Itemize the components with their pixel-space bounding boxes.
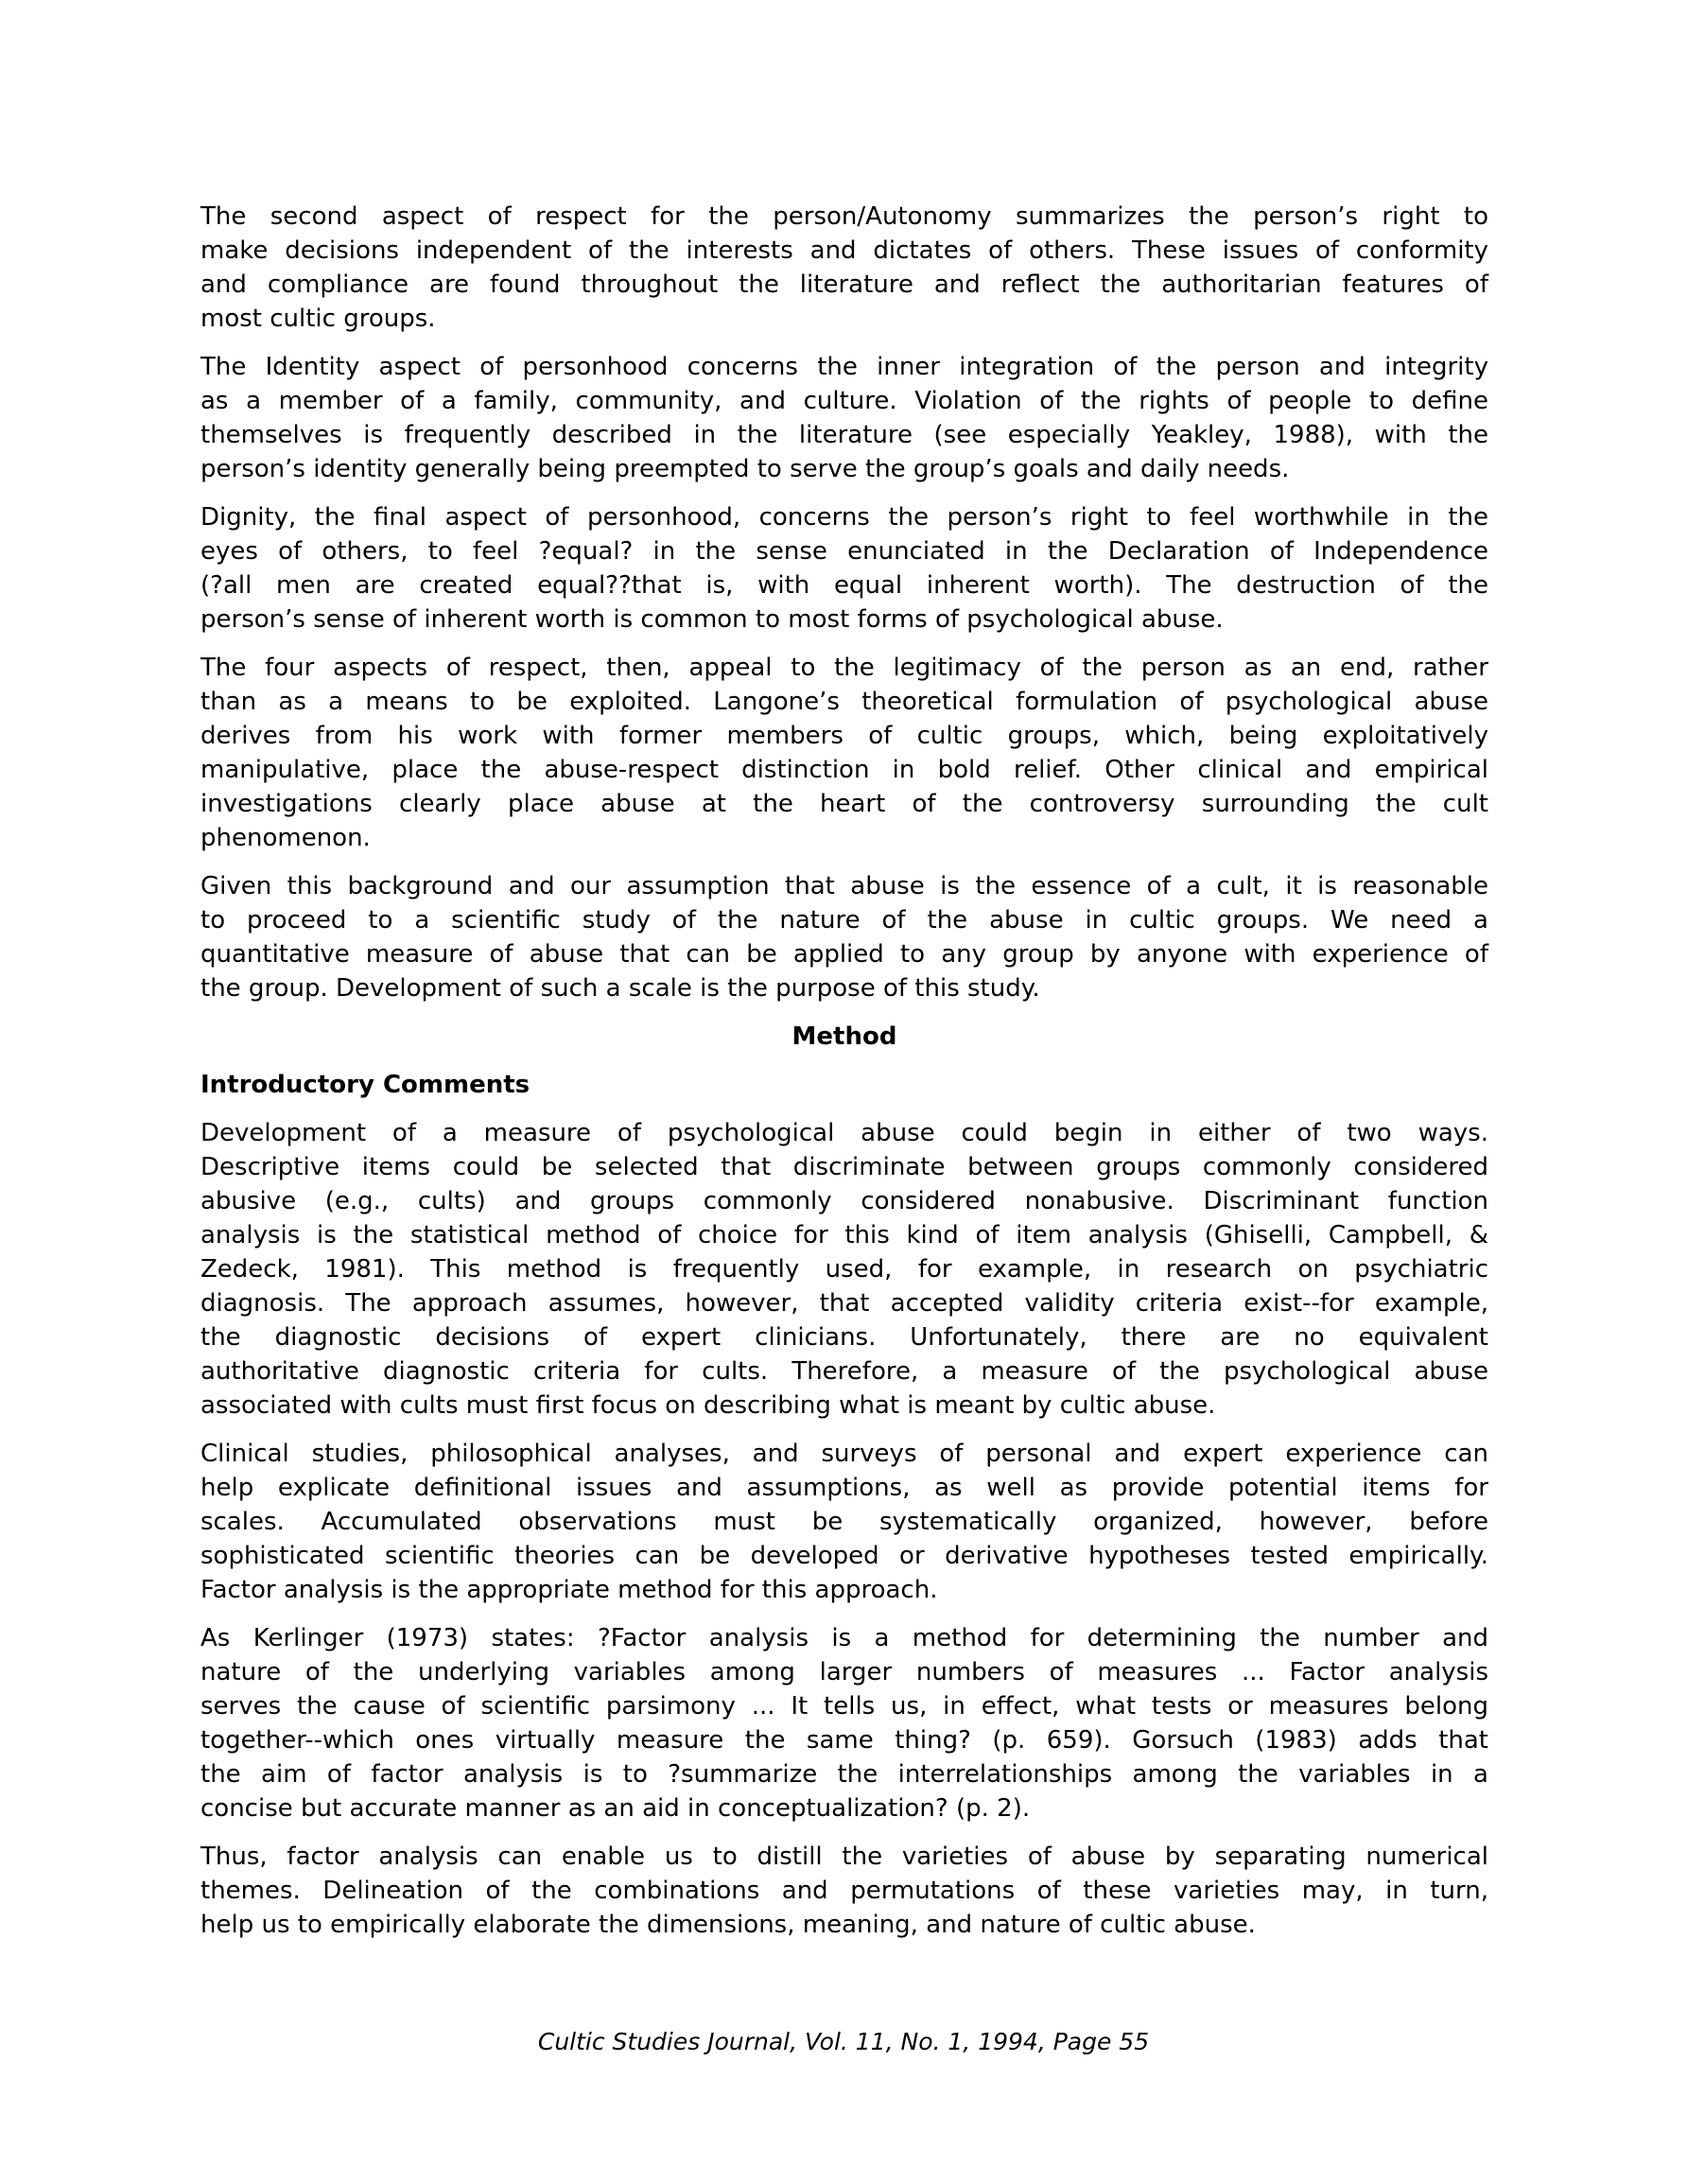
text-line: eyes of others, to feel ?equal? in the sense enunciated in the Declaration of Independence (200, 537, 1488, 566)
text-line: person’s identity generally being preempted to serve the group’s goals and daily needs. (200, 455, 1290, 483)
text-line: Thus, factor analysis can enable us to distill the varieties of abuse by separating numerical (200, 1843, 1488, 1871)
text-line: diagnosis. The approach assumes, however, that accepted validity criteria exist--for example, (200, 1289, 1488, 1318)
text-line: make decisions independent of the interests and dictates of others. These issues of conformity (200, 236, 1488, 265)
text-line: As Kerlinger (1973) states: ?Factor analysis is a method for determining the number and (200, 1624, 1488, 1652)
text-line: analysis is the statistical method of choice for this kind of item analysis (Ghiselli, Campbell, & (200, 1221, 1488, 1249)
text-line: Factor analysis is the appropriate method for this approach. (200, 1576, 938, 1604)
text-line: abusive (e.g., cults) and groups commonly considered nonabusive. Discriminant function (200, 1187, 1488, 1215)
text-line: the group. Development of such a scale is the purpose of this study. (200, 974, 1040, 1003)
body-paragraph (200, 869, 1488, 1005)
text-line: serves the cause of scientific parsimony ... It tells us, in effect, what tests or measures belong (200, 1692, 1488, 1721)
text-line: Given this background and our assumption that abuse is the essence of a cult, it is reasonable (200, 872, 1488, 900)
body-paragraph (200, 500, 1488, 637)
text-line: Method (791, 1022, 897, 1051)
text-line: The Identity aspect of personhood concerns the inner integration of the person and integrity (200, 353, 1488, 381)
text-line: themselves is frequently described in the literature (see especially Yeakley, 1988), with the (200, 421, 1488, 449)
text-line: authoritative diagnostic criteria for cults. Therefore, a measure of the psychological abuse (200, 1357, 1488, 1386)
text-line: help us to empirically elaborate the dimensions, meaning, and nature of cultic abuse. (200, 1911, 1256, 1939)
text-line: Zedeck, 1981). This method is frequently used, for example, in research on psychiatric (200, 1255, 1488, 1284)
text-line: Dignity, the final aspect of personhood, concerns the person’s right to feel worthwhile in the (200, 503, 1488, 532)
body-paragraph (200, 1840, 1488, 1942)
text-line: phenomenon. (200, 824, 371, 852)
body-paragraph (200, 200, 1488, 336)
text-line: quantitative measure of abuse that can be applied to any group by anyone with experience of (200, 940, 1488, 969)
text-line: Descriptive items could be selected that discriminate between groups commonly considered (200, 1153, 1488, 1181)
text-line: the aim of factor analysis is to ?summarize the interrelationships among the variables in a (200, 1760, 1488, 1789)
text-line: Clinical studies, philosophical analyses, and surveys of personal and expert experience can (200, 1440, 1488, 1468)
text-line: investigations clearly place abuse at the heart of the controversy surrounding the cult (200, 790, 1488, 818)
text-line: as a member of a family, community, and culture. Violation of the rights of people to define (200, 387, 1488, 415)
text-line: sophisticated scientific theories can be developed or derivative hypotheses tested empirically. (200, 1542, 1488, 1570)
article-body (200, 200, 1488, 1942)
text-line: nature of the underlying variables among larger numbers of measures ... Factor analysis (200, 1658, 1488, 1686)
text-line: (?all men are created equal??that is, with equal inherent worth). The destruction of the (200, 571, 1488, 600)
body-paragraph (200, 350, 1488, 486)
subsection-heading (200, 1068, 1488, 1102)
text-line: scales. Accumulated observations must be systematically organized, however, before (200, 1508, 1488, 1536)
text-line: and compliance are found throughout the literature and reflect the authoritarian features of (200, 271, 1488, 299)
text-line: most cultic groups. (200, 305, 436, 333)
text-line: manipulative, place the abuse-respect distinction in bold relief. Other clinical and empirical (200, 756, 1488, 784)
text-line: the diagnostic decisions of expert clinicians. Unfortunately, there are no equivalent (200, 1323, 1488, 1352)
section-heading (200, 1020, 1488, 1054)
text-line: themes. Delineation of the combinations and permutations of these varieties may, in turn, (200, 1877, 1488, 1905)
text-line: associated with cults must first focus on describing what is meant by cultic abuse. (200, 1391, 1216, 1420)
text-line: Development of a measure of psychological abuse could begin in either of two ways. (200, 1119, 1488, 1147)
text-line: concise but accurate manner as an aid in conceptualization? (p. 2). (200, 1794, 1031, 1823)
body-paragraph (200, 651, 1488, 855)
body-paragraph (200, 1116, 1488, 1423)
text-line: derives from his work with former members of cultic groups, which, being exploitatively (200, 722, 1488, 750)
body-paragraph (200, 1437, 1488, 1607)
text-line: The second aspect of respect for the person/Autonomy summarizes the person’s right to (200, 202, 1488, 231)
text-line: than as a means to be exploited. Langone’s theoretical formulation of psychological abuse (200, 688, 1488, 716)
text-line: to proceed to a scientific study of the nature of the abuse in cultic groups. We need a (200, 906, 1488, 935)
text-line: person’s sense of inherent worth is common to most forms of psychological abuse. (200, 605, 1224, 634)
page-footer: Cultic Studies Journal, Vol. 11, No. 1, 1994, Page 55 (537, 2028, 1150, 2055)
body-paragraph (200, 1621, 1488, 1826)
text-line: together--which ones virtually measure the same thing? (p. 659). Gorsuch (1983) adds that (200, 1726, 1488, 1755)
text-line: Introductory Comments (200, 1071, 530, 1099)
text-line: The four aspects of respect, then, appeal to the legitimacy of the person as an end, rather (200, 654, 1488, 682)
text-line: help explicate definitional issues and assumptions, as well as provide potential items for (200, 1474, 1488, 1502)
